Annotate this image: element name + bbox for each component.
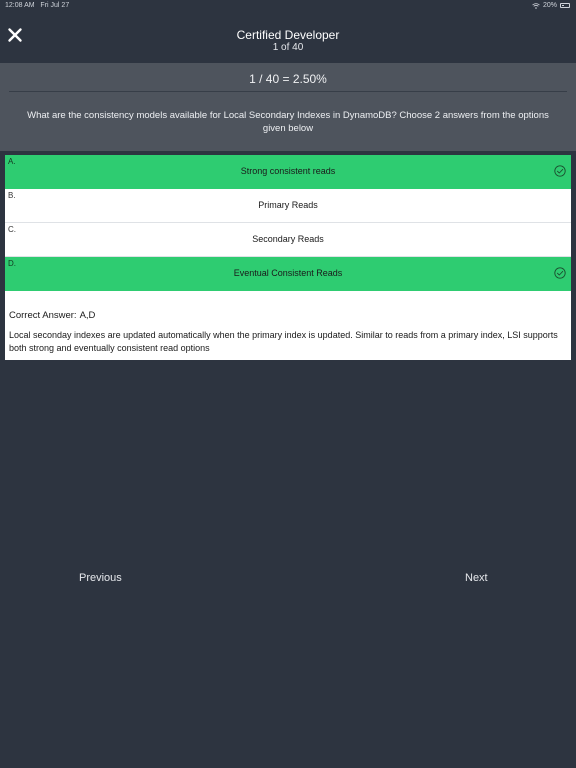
option-c[interactable] (5, 223, 571, 257)
score-panel (0, 63, 576, 151)
status-bar (0, 0, 576, 12)
score-divider (9, 91, 567, 92)
next-button[interactable]: Next (465, 572, 488, 584)
option-a[interactable] (5, 155, 571, 189)
explanation-text: Local seconday indexes are updated automatically when the primary index is updated. Similar to reads from a primary index, LSI supports both strong and eventually consistent read options (9, 330, 558, 353)
nav-bar (0, 12, 576, 63)
page-title: Certified Developer (236, 28, 340, 42)
option-letter: C. (8, 225, 16, 234)
correct-answer (9, 310, 95, 321)
question-text: What are the consistency models available for Local Secondary Indexes in DynamoDB? Choose 2 answers from the options given below (27, 110, 549, 134)
previous-button[interactable]: Previous (79, 572, 122, 584)
option-label: Strong consistent reads (240, 166, 336, 176)
wifi-icon (532, 3, 540, 9)
option-label: Secondary Reads (252, 234, 324, 244)
check-circle-icon (554, 267, 566, 279)
battery-icon (560, 3, 570, 8)
status-time (5, 2, 69, 9)
option-d[interactable] (5, 257, 571, 291)
option-b[interactable] (5, 189, 571, 223)
battery-percent: 20% (542, 2, 557, 9)
option-label: Eventual Consistent Reads (233, 268, 343, 278)
correct-answer-label: Correct Answer: (9, 310, 77, 321)
check-circle-icon (554, 165, 566, 177)
status-time-text: 12:08 AM (5, 2, 35, 9)
correct-answer-value: A,D (79, 310, 96, 321)
status-date-text: Fri Jul 27 (40, 2, 70, 9)
question-counter: 1 of 40 (272, 42, 304, 53)
answer-explanation-box (5, 291, 571, 360)
option-letter: D. (8, 259, 16, 268)
options-list (5, 155, 571, 291)
score-text: 1 / 40 = 2.50% (249, 72, 327, 86)
option-label: Primary Reads (258, 200, 318, 210)
option-letter: A. (8, 157, 16, 166)
option-letter: B. (8, 191, 16, 200)
status-right (532, 2, 570, 9)
